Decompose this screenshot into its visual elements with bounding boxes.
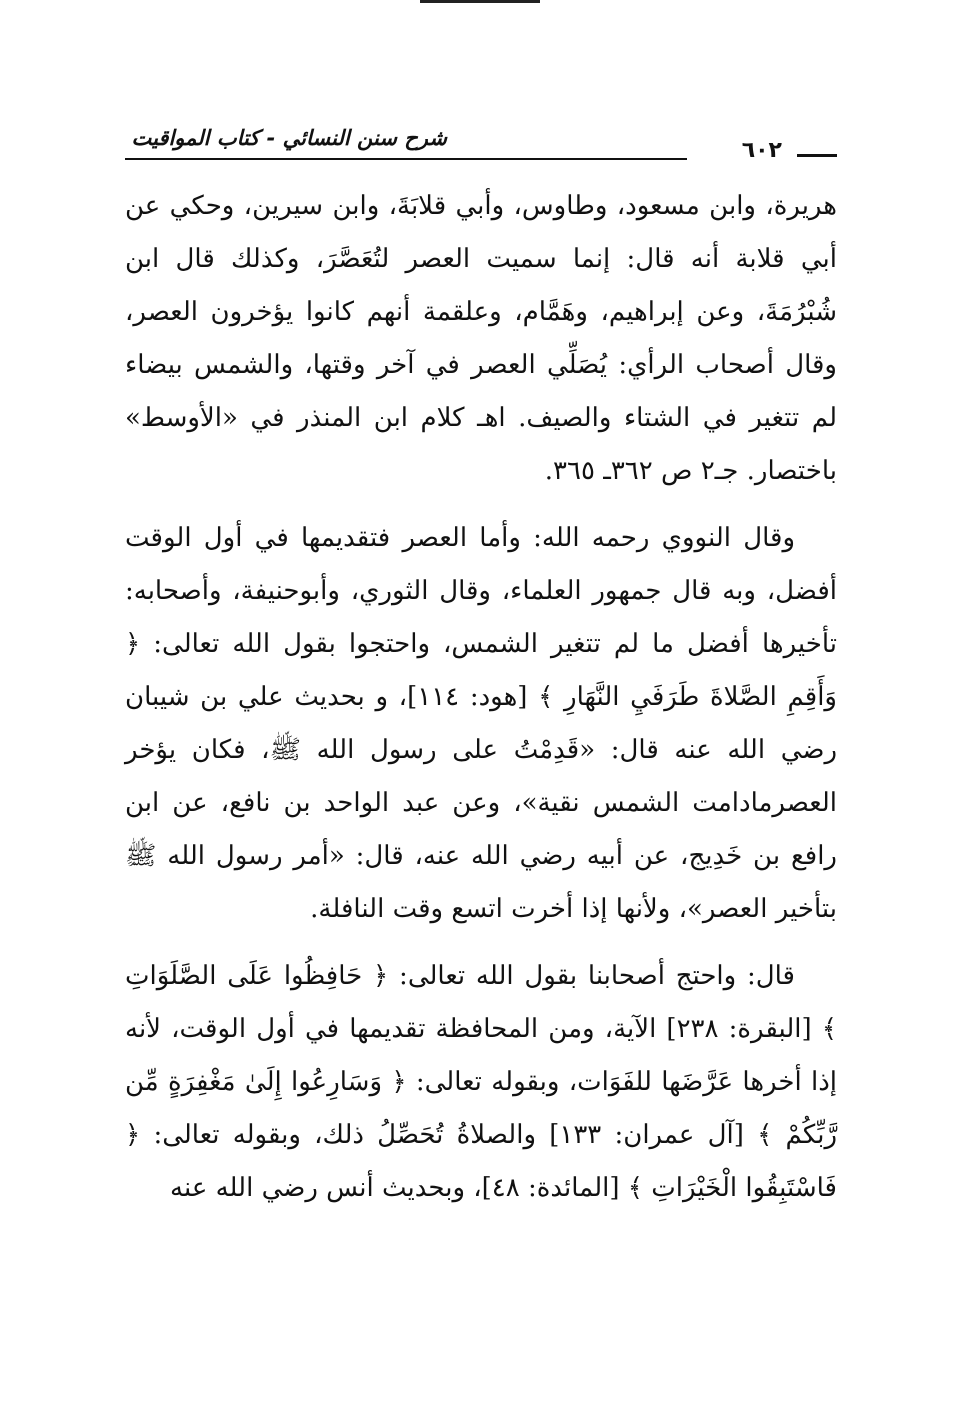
header-rule (125, 158, 687, 160)
paragraph-nawawi: وقال النووي رحمه الله: وأما العصر فتقديمها في أول الوقت أفضل، وبه قال جمهور العلماء، وقال الثوري، وأبوحنيفة، وأصحابه: تأخيرها أفضل ما لم تتغير الشمس، واحتجوا بقول الله تعالى: ﴿ وَأَقِمِ الصَّلاةَ طَرَفَيِ النَّهَارِ ﴾ [هود: ١١٤]، و بحديث علي بن شيبان رضي الله عنه قال: «قَدِمْتُ على رسول الله ﷺ، فكان يؤخر العصرمادامت الشمس نقية»، وعن عبد الواحد بن نافع، عن ابن رافع بن خَدِيج، عن أبيه رضي الله عنه، قال: «أمر رسول الله ﷺ بتأخير العصر»، ولأنها إذا أخرت اتسع وقت النافلة. (125, 523, 838, 924)
running-title: شرح سنن النسائي - كتاب المواقيت (131, 126, 447, 150)
paragraph-ashab: قال: واحتج أصحابنا بقول الله تعالى: ﴿ حَافِظُوا عَلَى الصَّلَوَاتِ ﴾ [البقرة: ٢٣٨] الآية، ومن المحافظة تقديمها في أول الوقت، لأنه إذا أخرها عَرَّضَها للفَوَات، وبقوله تعالى: ﴿ وَسَارِعُوا إِلَىٰ مَغْفِرَةٍ مِّن رَّبِّكُمْ ﴾ [آل عمران: ١٣٣] والصلاةُ تُحَصِّلُ ذلك، وبقوله تعالى: ﴿ فَاسْتَبِقُوا الْخَيْرَاتِ ﴾ [المائدة: ٤٨]، وبحديث أنس رضي الله عنه (125, 961, 838, 1203)
page-header (125, 118, 837, 168)
page-number-dash (797, 154, 837, 157)
page-number: ٦٠٢ (741, 138, 782, 163)
page-body (125, 180, 837, 1215)
top-edge-mark (420, 0, 540, 3)
paragraph-continuation: هريرة، وابن مسعود، وطاوس، وأبي قلابَةَ، وابن سيرين، وحكي عن أبي قلابة أنه قال: إنما سميت العصر لتُعَصَّرَ، وكذلك قال ابن شُبْرُمَةَ، وعن إبراهيم، وهَمَّام، وعلقمة أنهم كانوا يؤخرون العصر، وقال أصحاب الرأي: يُصَلِّي العصر في آخر وقتها، والشمس بيضاء لم تتغير في الشتاء والصيف. اهـ كلام ابن المنذر في «الأوسط» باختصار. جـ٢ ص ٣٦٢ـ ٣٦٥. (125, 191, 837, 486)
